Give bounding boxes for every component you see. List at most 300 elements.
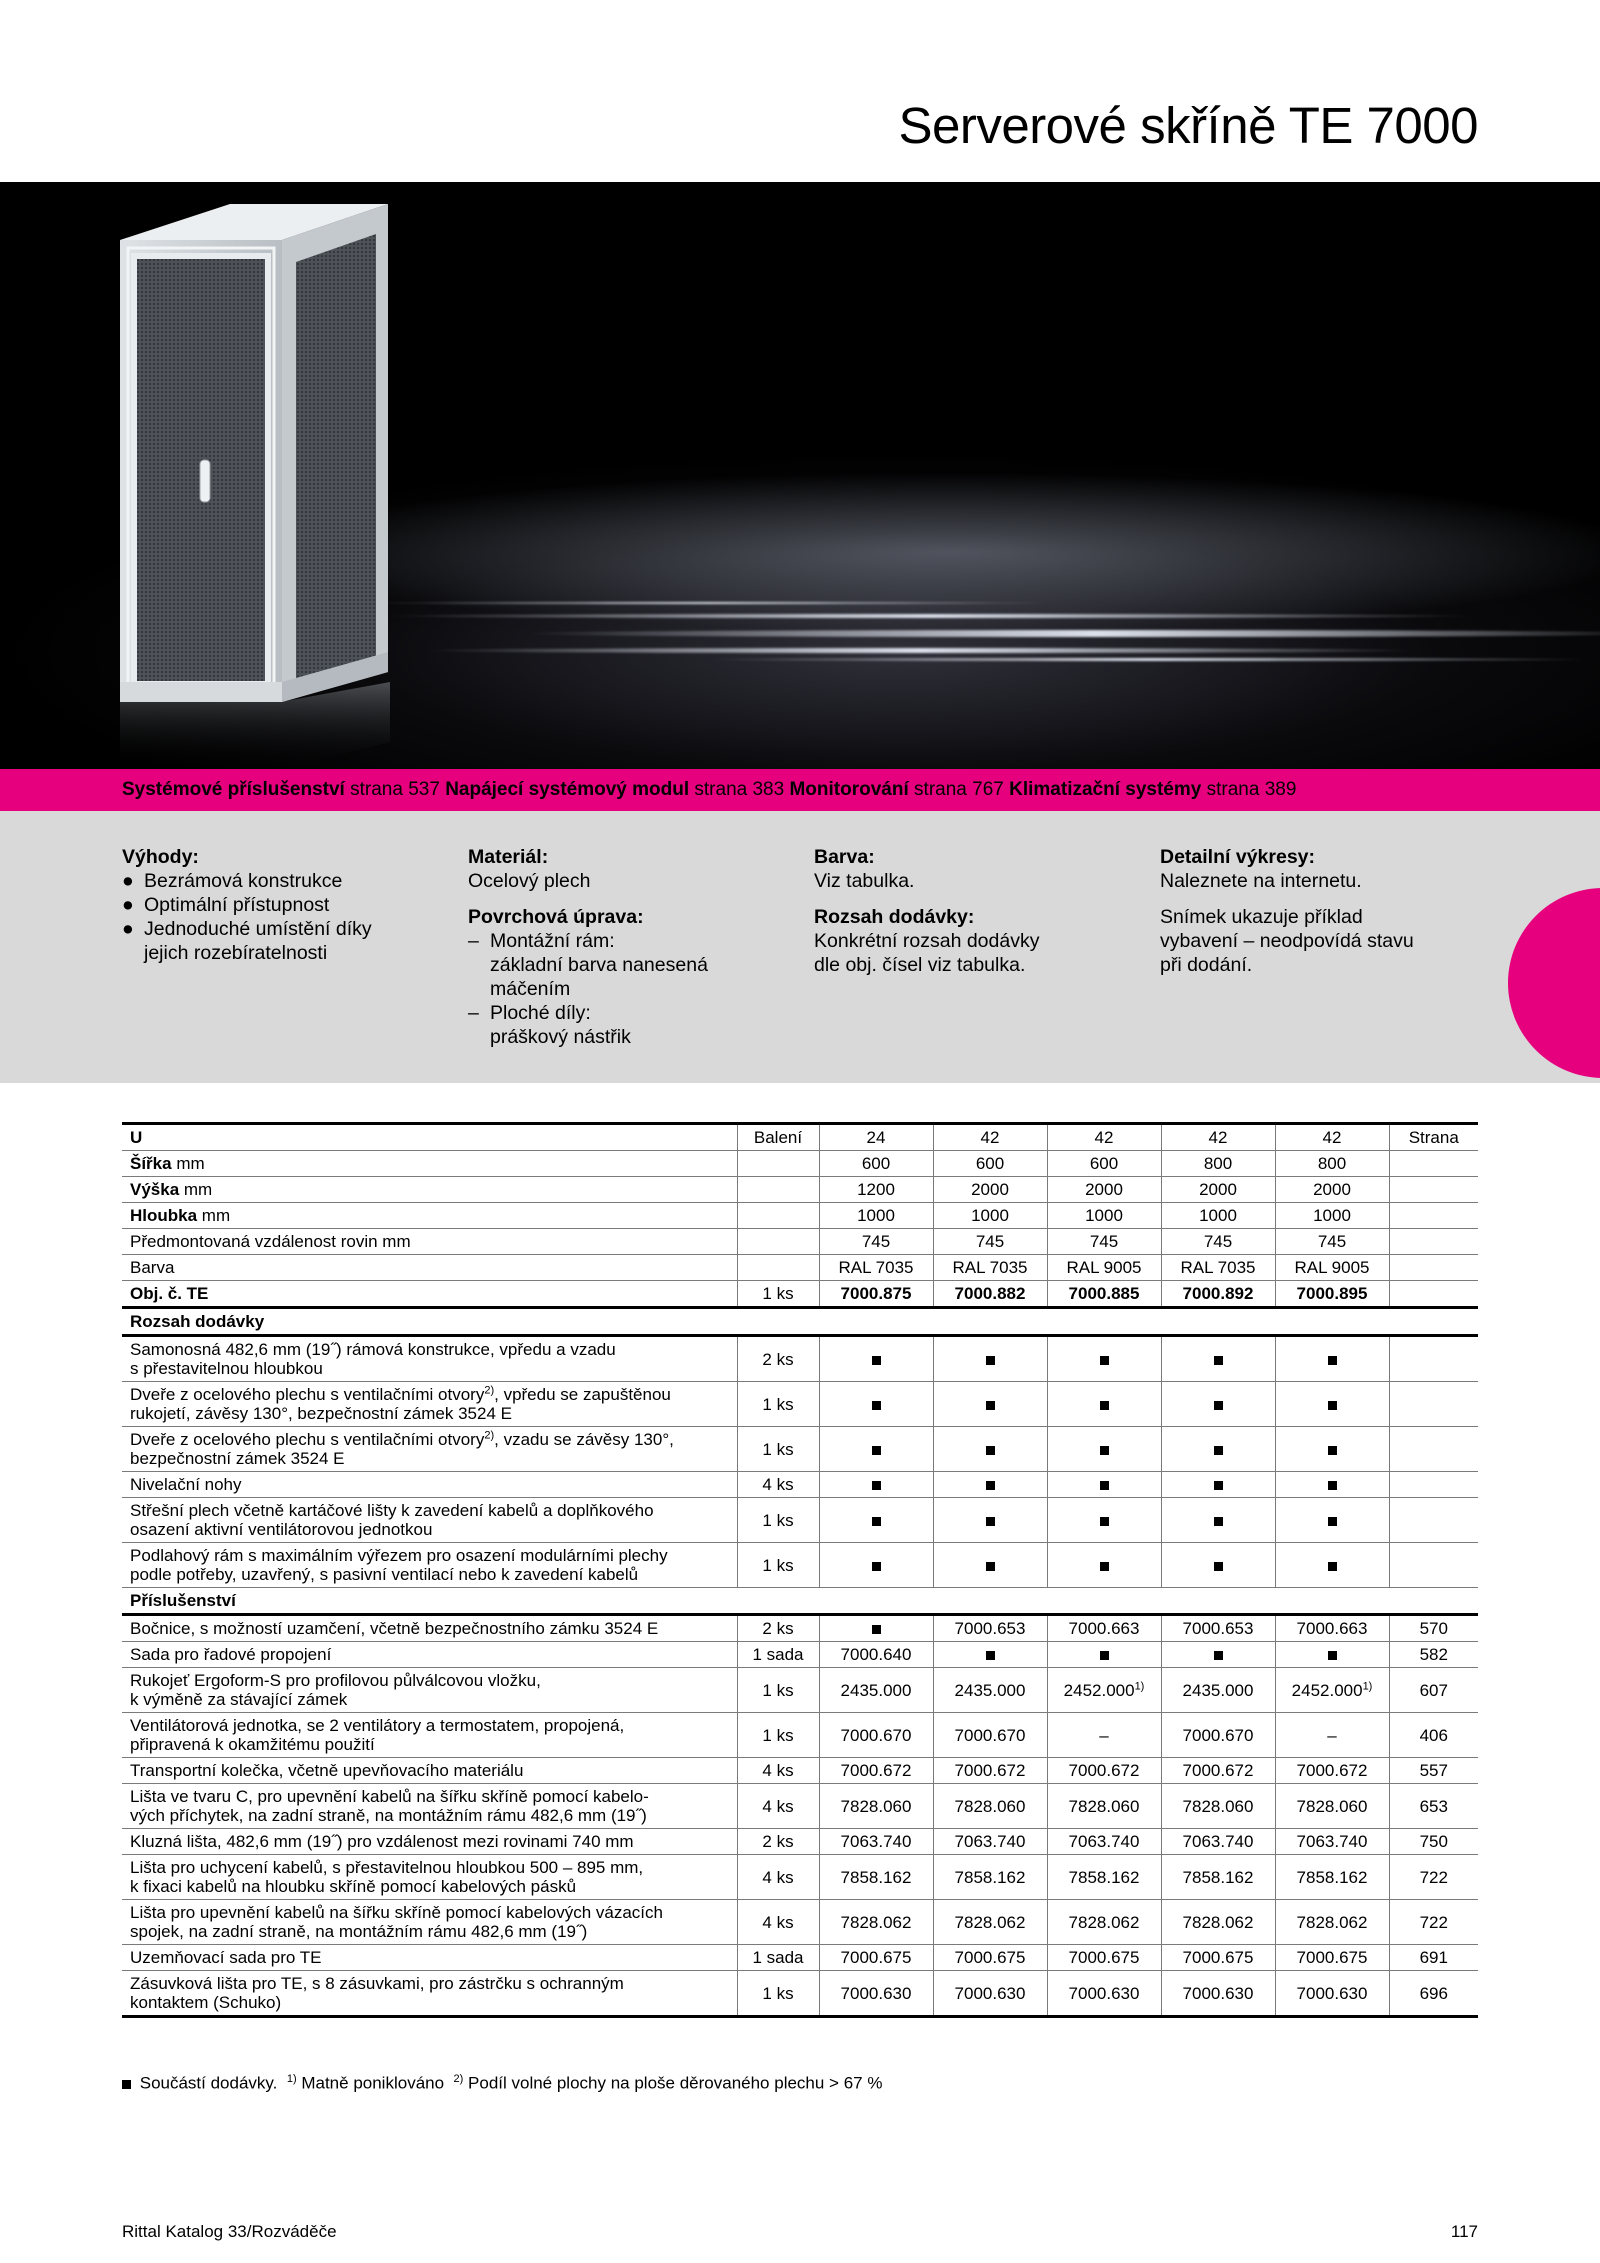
value-cell — [933, 1336, 1047, 1382]
color-value: Viz tabulka. — [814, 870, 915, 892]
row-label-text: mm — [197, 1206, 231, 1225]
page-cell[interactable] — [1389, 1713, 1478, 1758]
value-cell[interactable] — [933, 1784, 1047, 1829]
row-label-line: vých příchytek, na zadní straně, na montážním rámu 482,6 mm (19˝) — [130, 1806, 647, 1825]
row-label-line: Lišta pro upevnění kabelů na šířku skříně pomocí kabelových vázacích — [130, 1903, 663, 1922]
advantages-column — [122, 845, 452, 965]
table-row — [122, 1829, 1478, 1855]
value-cell — [933, 1151, 1047, 1177]
order-number: 2435.000 — [954, 1680, 1026, 1700]
pack-cell — [737, 1855, 819, 1900]
value-cell[interactable] — [1047, 1971, 1161, 2017]
order-number: 7828.060 — [840, 1796, 912, 1816]
value-cell — [1275, 1177, 1389, 1203]
value-cell[interactable] — [819, 1829, 933, 1855]
value: 800 — [1317, 1154, 1347, 1173]
order-number: 7000.675 — [840, 1948, 912, 1967]
order-number: 7000.653 — [954, 1619, 1026, 1638]
included-square-icon — [1100, 1517, 1109, 1526]
legend-note-1: Matně poniklováno — [296, 2073, 445, 2093]
row-label-line: Transportní kolečka, včetně upevňovacího materiálu — [130, 1761, 524, 1780]
value: RAL 7035 — [1180, 1258, 1256, 1277]
page-cell[interactable] — [1389, 1784, 1478, 1829]
value-cell — [933, 1642, 1047, 1668]
value-cell — [1047, 1382, 1161, 1427]
value-cell[interactable] — [933, 1945, 1047, 1971]
row-label — [122, 1498, 737, 1543]
included-square-icon — [1100, 1446, 1109, 1455]
value-cell[interactable] — [1161, 1900, 1275, 1945]
value-cell — [1161, 1151, 1275, 1177]
color-column — [814, 845, 1144, 977]
value-cell — [1275, 1713, 1389, 1758]
page-ref: 691 — [1419, 1948, 1448, 1967]
order-label: Obj. č. TE — [130, 1284, 209, 1303]
included-square-icon — [986, 1481, 995, 1490]
value-cell — [1047, 1713, 1161, 1758]
value-cell — [819, 1151, 933, 1177]
value-cell — [1275, 1229, 1389, 1255]
included-square-icon — [872, 1446, 881, 1455]
row-label — [122, 1427, 737, 1472]
included-square-icon — [1214, 1401, 1223, 1410]
row-label-line: Samonosná 482,6 mm (19˝) rámová konstrukce, vpředu a vzadu — [130, 1340, 616, 1359]
footer-catalog: Rittal Katalog 33/Rozváděče — [122, 2222, 337, 2241]
value-cell — [1161, 1427, 1275, 1472]
value-cell[interactable] — [1275, 1829, 1389, 1855]
value-cell — [1047, 1642, 1161, 1668]
included-square-icon — [1100, 1401, 1109, 1410]
value: 2000 — [1199, 1180, 1237, 1199]
table-row — [122, 1642, 1478, 1668]
pack-cell — [737, 1784, 819, 1829]
xref-power-module[interactable]: Napájecí systémový modul strana 383 — [445, 779, 785, 800]
pack: 2 ks — [762, 1619, 794, 1638]
included-square-icon — [1328, 1517, 1337, 1526]
table-row — [122, 1971, 1478, 2017]
value: 600 — [1089, 1154, 1119, 1173]
value-cell[interactable] — [819, 1784, 933, 1829]
value-cell — [1161, 1472, 1275, 1498]
included-square-icon — [1100, 1651, 1109, 1660]
included-square-icon — [986, 1446, 995, 1455]
row-label-text: mm — [171, 1154, 205, 1173]
order-number: 2435.000 — [1182, 1680, 1254, 1700]
order-number: 7000.675 — [1068, 1948, 1140, 1967]
value-cell[interactable] — [1047, 1900, 1161, 1945]
value-cell — [1275, 1472, 1389, 1498]
value-cell[interactable] — [819, 1855, 933, 1900]
page-cell[interactable] — [1389, 1829, 1478, 1855]
included-square-icon — [986, 1562, 995, 1571]
included-square-icon — [872, 1562, 881, 1571]
value-cell[interactable] — [1275, 1615, 1389, 1642]
u-value: 24 — [866, 1128, 886, 1147]
value-cell[interactable] — [819, 1971, 933, 2017]
row-label-line: rukojetí, závěsy 130°, bezpečnostní zámek 3524 E — [130, 1404, 512, 1423]
material-value: Ocelový plech — [468, 870, 591, 892]
color-heading: Barva: — [814, 846, 875, 868]
order-number-cell[interactable] — [1047, 1281, 1161, 1308]
row-label-text: Barva — [130, 1258, 175, 1277]
row-label-line: Podlahový rám s maximálním výřezem pro osazení modulárními plechy — [130, 1546, 668, 1565]
order-number: 7828.062 — [840, 1912, 912, 1932]
order-number: 7000.630 — [1296, 1983, 1368, 2003]
photo-note: vybavení – neodpovídá stavu — [1160, 930, 1414, 952]
table-row — [122, 1543, 1478, 1588]
row-label-line: , vzadu se závěsy 130°, — [494, 1430, 674, 1449]
included-square-icon — [872, 1517, 881, 1526]
value-cell[interactable] — [1161, 1784, 1275, 1829]
value-cell — [1275, 1498, 1389, 1543]
value-cell[interactable] — [933, 1758, 1047, 1784]
value-cell — [819, 1498, 933, 1543]
page-cell — [1389, 1498, 1478, 1543]
pack: 4 ks — [762, 1867, 794, 1887]
value: 1000 — [1085, 1206, 1123, 1225]
advantages-heading: Výhody: — [122, 846, 199, 868]
table-row — [122, 1472, 1478, 1498]
value-cell — [1047, 1203, 1161, 1229]
table-row — [122, 1668, 1478, 1713]
u-value: 42 — [1322, 1128, 1342, 1147]
order-number: 7063.740 — [1182, 1832, 1254, 1851]
value-cell — [1161, 1543, 1275, 1588]
row-label-text: Předmontovaná vzdálenost rovin mm — [130, 1232, 411, 1251]
pack: 2 ks — [762, 1832, 794, 1851]
value-cell — [1047, 1336, 1161, 1382]
section-heading — [122, 1588, 1478, 1615]
included-square-icon — [1214, 1356, 1223, 1365]
value-cell[interactable] — [1275, 1971, 1389, 2017]
order-number-cell[interactable] — [933, 1281, 1047, 1308]
value-cell — [819, 1427, 933, 1472]
row-label — [122, 1472, 737, 1498]
value-cell[interactable] — [1047, 1668, 1161, 1713]
value-cell[interactable] — [933, 1855, 1047, 1900]
order-number: 7063.740 — [954, 1832, 1026, 1851]
pack-cell — [737, 1713, 819, 1758]
scope-heading: Rozsah dodávky — [130, 1312, 265, 1331]
order-number: 7858.162 — [840, 1867, 912, 1887]
value-cell[interactable] — [819, 1668, 933, 1713]
page-cell[interactable] — [1389, 1668, 1478, 1713]
pack-cell — [737, 1829, 819, 1855]
value-cell[interactable] — [1161, 1615, 1275, 1642]
value-cell — [1275, 1255, 1389, 1281]
value-cell — [1161, 1336, 1275, 1382]
value-cell — [933, 1382, 1047, 1427]
pack-cell — [737, 1177, 819, 1203]
pack: 1 sada — [752, 1948, 804, 1967]
table-row — [122, 1336, 1478, 1382]
value: RAL 9005 — [1066, 1258, 1142, 1277]
value-cell — [1047, 1229, 1161, 1255]
page-cell — [1389, 1427, 1478, 1472]
value-cell — [933, 1203, 1047, 1229]
row-label-bold: Hloubka — [130, 1206, 198, 1225]
table-row — [122, 1758, 1478, 1784]
value: RAL 9005 — [1294, 1258, 1370, 1277]
page-cell[interactable] — [1389, 1900, 1478, 1945]
value-cell[interactable] — [1161, 1758, 1275, 1784]
order-number: 2452.000 — [1063, 1680, 1135, 1700]
xref-climate[interactable]: Klimatizační systémy strana 389 — [1009, 779, 1297, 800]
table-row — [122, 1255, 1478, 1281]
value-cell — [1275, 1642, 1389, 1668]
table-row — [122, 1427, 1478, 1472]
footnote-ref: 2) — [484, 1429, 495, 1442]
order-number: 7828.060 — [1068, 1796, 1140, 1816]
order-number: 7000.675 — [1182, 1948, 1254, 1967]
row-label — [122, 1945, 737, 1971]
page-title: Serverové skříně TE 7000 — [898, 97, 1478, 154]
included-square-icon — [1328, 1481, 1337, 1490]
included-square-icon — [872, 1481, 881, 1490]
value: 1000 — [857, 1206, 895, 1225]
value-cell — [1047, 1151, 1161, 1177]
included-square-icon — [1100, 1562, 1109, 1571]
value-cell[interactable] — [1161, 1668, 1275, 1713]
value-cell — [1275, 1427, 1389, 1472]
value-cell[interactable] — [933, 1668, 1047, 1713]
value-cell[interactable] — [1161, 1829, 1275, 1855]
value-cell — [1161, 1498, 1275, 1543]
value-cell[interactable] — [1047, 1829, 1161, 1855]
included-square-icon — [986, 1517, 995, 1526]
value-cell[interactable] — [1047, 1784, 1161, 1829]
row-label — [122, 1642, 737, 1668]
header-u-value — [819, 1124, 933, 1151]
page-cell — [1389, 1203, 1478, 1229]
order-number: 7828.062 — [1068, 1912, 1140, 1932]
order-number: 7828.060 — [1296, 1796, 1368, 1816]
page-cell — [1389, 1472, 1478, 1498]
value-cell — [1161, 1642, 1275, 1668]
order-number: 7063.740 — [1068, 1832, 1140, 1851]
pack: 1 sada — [752, 1645, 804, 1664]
value-cell[interactable] — [1161, 1855, 1275, 1900]
value-cell[interactable] — [933, 1971, 1047, 2017]
value-cell[interactable] — [1047, 1855, 1161, 1900]
table-row — [122, 1151, 1478, 1177]
included-square-icon — [1328, 1651, 1337, 1660]
order-number: 7000.670 — [1182, 1725, 1254, 1745]
value-cell — [1047, 1177, 1161, 1203]
row-label-line: Dveře z ocelového plechu s ventilačními otvory — [130, 1430, 485, 1449]
page-cell[interactable] — [1389, 1642, 1478, 1668]
included-square-icon — [1100, 1481, 1109, 1490]
row-label-line: Sada pro řadové propojení — [130, 1645, 332, 1664]
value-cell[interactable] — [933, 1900, 1047, 1945]
advantage-item: ● Jednoduché umístění díky — [122, 918, 372, 940]
value-cell[interactable] — [819, 1713, 933, 1758]
row-label — [122, 1382, 737, 1427]
photo-note: při dodání. — [1160, 954, 1253, 976]
included-square-icon — [1214, 1562, 1223, 1571]
value-cell — [1161, 1203, 1275, 1229]
value-cell[interactable] — [933, 1713, 1047, 1758]
surface-item: – Montážní rám: — [468, 930, 615, 952]
order-number-cell[interactable] — [1161, 1281, 1275, 1308]
surface-heading: Povrchová úprava: — [468, 906, 644, 928]
value-cell — [819, 1336, 933, 1382]
row-label-line: Lišta pro uchycení kabelů, s přestavitelnou hloubkou 500 – 895 mm, — [130, 1858, 644, 1877]
value-cell[interactable] — [1275, 1900, 1389, 1945]
order-number: 7000.630 — [1068, 1983, 1140, 2003]
legend-included: Součástí dodávky. — [139, 2073, 278, 2093]
included-square-icon — [1328, 1562, 1337, 1571]
pack-cell — [737, 1382, 819, 1427]
value: 745 — [1203, 1232, 1233, 1251]
row-label — [122, 1784, 737, 1829]
header-page — [1389, 1124, 1478, 1151]
pack-cell — [737, 1281, 819, 1308]
row-label-line: Lišta ve tvaru C, pro upevnění kabelů na šířku skříně pomocí kabelo- — [130, 1787, 649, 1806]
page-cell — [1389, 1281, 1478, 1308]
table-row — [122, 1203, 1478, 1229]
value-cell — [933, 1472, 1047, 1498]
page-cell — [1389, 1382, 1478, 1427]
value: RAL 7035 — [838, 1258, 914, 1277]
order-number: 7858.162 — [1182, 1867, 1254, 1887]
value-cell[interactable] — [819, 1900, 933, 1945]
value-cell[interactable] — [1275, 1668, 1389, 1713]
value: 600 — [861, 1154, 891, 1173]
page-ref: 750 — [1419, 1832, 1448, 1851]
page-cell[interactable] — [1389, 1971, 1478, 2017]
value-cell[interactable] — [1161, 1945, 1275, 1971]
material-heading: Materiál: — [468, 846, 549, 868]
table-header-row — [122, 1124, 1478, 1151]
row-label — [122, 1668, 737, 1713]
row-label — [122, 1615, 737, 1642]
pack-cell — [737, 1336, 819, 1382]
value-cell[interactable] — [1161, 1971, 1275, 2017]
row-label-line: Dveře z ocelového plechu s ventilačními otvory — [130, 1385, 485, 1404]
value: 2000 — [971, 1180, 1009, 1199]
photo-note: Snímek ukazuje příklad — [1160, 906, 1363, 928]
u-value: 42 — [1094, 1128, 1114, 1147]
order-number: 7000.630 — [954, 1983, 1026, 2003]
order-number: 7858.162 — [1068, 1867, 1140, 1887]
table-legend: Součástí dodávky. $^{1)}$ Matně poniklováno $^{2)}$ Podíl volné plochy na ploše děrovaného plechu > 67 % — [122, 2073, 882, 2094]
page-cell[interactable] — [1389, 1945, 1478, 1971]
page-ref: 696 — [1419, 1983, 1448, 2003]
footnote-ref: 1) — [1362, 1679, 1373, 1692]
pack-cell — [737, 1668, 819, 1713]
order-number: 7000.892 — [1182, 1284, 1254, 1303]
page-cell[interactable] — [1389, 1758, 1478, 1784]
pack: 1 ks — [762, 1555, 794, 1575]
specification-table — [122, 1122, 1478, 2018]
value: 745 — [975, 1232, 1005, 1251]
value-cell[interactable] — [1161, 1713, 1275, 1758]
order-number: 7000.885 — [1068, 1284, 1140, 1303]
pack: 1 ks — [762, 1394, 794, 1414]
footnote-ref: 1) — [1134, 1679, 1145, 1692]
table-row — [122, 1855, 1478, 1900]
order-number: 7828.060 — [1182, 1796, 1254, 1816]
drawings-heading: Detailní výkresy: — [1160, 846, 1316, 868]
value-cell[interactable] — [1047, 1615, 1161, 1642]
value-cell — [1047, 1498, 1161, 1543]
pack: 4 ks — [762, 1761, 794, 1780]
value-cell[interactable] — [1275, 1855, 1389, 1900]
value: 1000 — [1199, 1206, 1237, 1225]
order-number: 7000.672 — [1068, 1761, 1140, 1780]
value-cell[interactable] — [1275, 1945, 1389, 1971]
order-number: 7063.740 — [840, 1832, 912, 1851]
order-number: 7828.062 — [1182, 1912, 1254, 1932]
included-square-icon — [872, 1401, 881, 1410]
value: 1200 — [857, 1180, 895, 1199]
value-cell[interactable] — [1047, 1945, 1161, 1971]
order-number: 7000.653 — [1182, 1619, 1254, 1638]
row-label-bold: Šířka — [130, 1154, 172, 1173]
row-label-line: kontaktem (Schuko) — [130, 1993, 282, 2012]
value: 2000 — [1313, 1180, 1351, 1199]
header-u — [122, 1124, 737, 1151]
pack-cell — [737, 1229, 819, 1255]
xref-monitoring[interactable]: Monitorování strana 767 — [789, 779, 1004, 800]
value-cell — [1275, 1203, 1389, 1229]
value-cell[interactable] — [933, 1615, 1047, 1642]
value-cell[interactable] — [819, 1758, 933, 1784]
included-square-icon — [122, 2080, 131, 2089]
page-ref: 607 — [1419, 1680, 1448, 1700]
table-row — [122, 1615, 1478, 1642]
row-label-line: s přestavitelnou hloubkou — [130, 1359, 323, 1378]
page-cell[interactable] — [1389, 1615, 1478, 1642]
page-ref: 653 — [1419, 1796, 1448, 1816]
order-number: 7000.630 — [1182, 1983, 1254, 2003]
advantage-item: jejich rozebíratelnosti — [144, 942, 328, 964]
scope-heading: Rozsah dodávky: — [814, 906, 975, 928]
value-cell — [1275, 1151, 1389, 1177]
pack: 1 ks — [762, 1284, 794, 1303]
included-square-icon — [1100, 1356, 1109, 1365]
value-cell[interactable] — [1275, 1784, 1389, 1829]
order-number-cell[interactable] — [1275, 1281, 1389, 1308]
row-label — [122, 1543, 737, 1588]
order-number-cell[interactable] — [819, 1281, 933, 1308]
value-cell — [1161, 1255, 1275, 1281]
value-cell[interactable] — [1047, 1758, 1161, 1784]
value-cell — [1047, 1255, 1161, 1281]
value-cell — [819, 1229, 933, 1255]
order-number: 7000.640 — [840, 1645, 912, 1664]
advantage-item: ● Bezrámová konstrukce — [122, 870, 343, 892]
value-cell[interactable] — [819, 1945, 933, 1971]
order-number: 7000.882 — [954, 1284, 1026, 1303]
value-cell[interactable] — [933, 1829, 1047, 1855]
xref-accessories[interactable]: Systémové příslušenství strana 537 — [122, 779, 440, 800]
value-cell — [1047, 1543, 1161, 1588]
order-number: 7000.675 — [954, 1948, 1026, 1967]
value-cell[interactable] — [1275, 1758, 1389, 1784]
value-cell[interactable] — [819, 1642, 933, 1668]
order-number: 7000.672 — [840, 1761, 912, 1780]
value-cell — [933, 1427, 1047, 1472]
value-cell — [933, 1543, 1047, 1588]
pack: 1 ks — [762, 1680, 794, 1700]
page-cell[interactable] — [1389, 1855, 1478, 1900]
drawings-column — [1160, 845, 1490, 977]
value-cell — [933, 1498, 1047, 1543]
row-label-line: Uzemňovací sada pro TE — [130, 1948, 322, 1967]
pack: 1 ks — [762, 1510, 794, 1530]
